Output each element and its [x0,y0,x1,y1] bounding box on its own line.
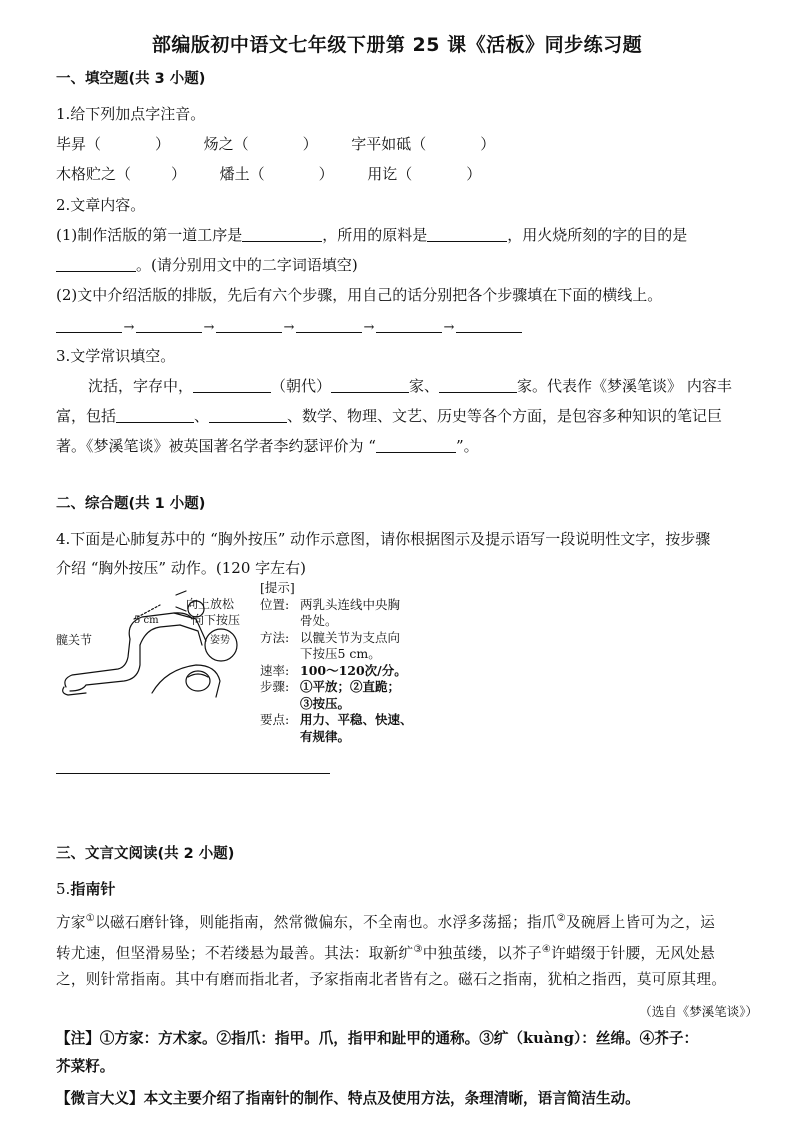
arrow-icon: → [123,320,135,335]
passage-text: 以磁石磨针锋，则能指南，然常微偏东，不全南也。水浮多荡摇；指爪 [95,913,557,931]
step-blank[interactable] [216,316,282,333]
label-distance: 5 cm [134,615,159,626]
section-1-heading: 一、填空题(共 3 小题) [56,71,206,87]
q1-item-close: ） [155,135,171,153]
q1-item-label: 木格贮之（ [56,165,132,183]
footnote-marker: ① [85,913,96,924]
page-title: 部编版初中语文七年级下册第 25 课《活板》同步练习题 [151,34,643,56]
answer-blank[interactable] [439,376,517,393]
q1-item-close: ） [466,165,482,183]
q3-text: 家、 [409,377,440,395]
q5-number: 5. [56,880,71,898]
step-blank[interactable] [56,316,122,333]
q1-item-label: 炀之（ [203,135,249,153]
q3-text: 著。《梦溪笔谈》被英国著名学者李约瑟评价为 “ [56,437,376,455]
answer-blank[interactable] [193,376,271,393]
q3-line3 [56,435,479,457]
passage-text: 及碗唇上皆可为之，运 [566,913,715,931]
passage-line-1 [56,908,715,934]
hint-key-points: 要点: [260,712,290,727]
q1-item-label: 字平如砥（ [351,135,427,153]
passage-source: （选自《梦溪笔谈》） [639,1004,758,1019]
q3-text: 家。代表作《梦溪笔谈》 内容丰 [517,377,732,395]
passage-line-3: 之，则针常指南。其中有磨而指北者，予家指南北者皆有之。磁石之指南，犹柏之指西，莫可原其理。 [56,971,727,988]
arrow-icon: → [363,320,375,335]
hint-value: ③按压。 [300,695,351,711]
answer-blank[interactable] [242,225,322,242]
q3-text: ”。 [455,437,479,455]
q2-stem: 2.文章内容。 [56,196,146,214]
hint-panel [260,580,413,745]
hint-value: 100～120次/分。 [300,662,407,678]
passage-text: 方家 [56,913,86,931]
answer-blank[interactable] [331,376,409,393]
summary-label: 【微言大义】 [56,1090,144,1107]
hint-value: ①平放；②直跪； [300,679,401,694]
summary-line [56,1088,640,1110]
section-2-heading: 二、综合题(共 1 小题) [56,496,206,512]
arrow-icon: → [443,320,455,335]
q3-line1 [56,375,732,397]
answer-line[interactable] [56,773,330,774]
q2-text: ，所用的原料是 [322,226,428,244]
label-press-down: 向下按压 [192,613,241,627]
hint-value: 以髋关节为支点向 [300,629,401,645]
passage-text: 转尤速，但坚滑易坠；不若缕悬为最善。其法：取新纩 [56,944,414,962]
hint-value: 下按压5 cm。 [300,646,381,661]
step-blank[interactable] [136,316,202,333]
q1-item-label: 燔土（ [219,165,265,183]
answer-blank[interactable] [427,225,507,242]
passage-text: 中独茧缕，以芥子 [422,944,542,962]
arrow-icon: → [203,320,215,335]
label-release-up: 向上放松 [186,597,235,611]
section-3-heading: 三、文言文阅读(共 2 小题) [56,846,235,862]
cpr-illustration [56,585,256,700]
label-hip-joint: 髋关节 [56,633,93,647]
q3-text: （朝代） [271,377,332,395]
q1-item-label: 用讫（ [367,165,413,183]
q2-text: 。(请分别用文中的二字词语填空) [136,256,358,274]
q1-row-1 [56,133,495,155]
q3-text: 沈括，字存中， [88,377,194,395]
notes-line-1: 【注】①方家：方术家。②指爪：指甲。爪，指甲和趾甲的通称。③纩（kuàng）：丝绵。④芥子： [56,1030,699,1047]
q1-item-label: 毕昇（ [56,135,102,153]
hint-key-steps: 步骤: [260,679,290,694]
q1-item-close: ） [480,135,496,153]
q1-item-close: ） [302,135,318,153]
q3-stem: 3.文学常识填空。 [56,347,176,365]
passage-text: 许蜡缀于针腰，无风处悬 [551,944,715,962]
footnote-marker: ④ [541,944,552,955]
q1-item-close: ） [171,165,187,183]
hint-value: 用力、平稳、快速、 [300,712,413,727]
answer-blank[interactable] [376,436,456,453]
passage-line-2 [56,939,715,965]
q5-title [56,878,115,900]
answer-blank[interactable] [209,406,287,423]
answer-blank[interactable] [116,406,194,423]
answer-blank[interactable] [56,255,136,272]
q3-text: 富，包括 [56,407,117,425]
q1-row-2 [56,163,481,185]
q3-text: 、数学、物理、文艺、历史等各个方面，是包容多种知识的笔记巨 [287,407,723,425]
q4-stem-line2: 介绍 “胸外按压” 动作。(120 字左右) [56,559,306,577]
q2-text: ，用火烧所刻的字的目的是 [507,226,688,244]
q5-passage-title: 指南针 [70,880,116,898]
q2-part2: (2)文中介绍活版的排版，先后有六个步骤，用自己的话分别把各个步骤填在下面的横线上。 [56,286,663,304]
hint-key-rate: 速率: [260,662,290,678]
hint-value: 骨处。 [300,613,338,628]
q3-text: 、 [194,407,210,425]
q2-part1-line2 [56,254,358,276]
q2-text: (1)制作活版的第一道工序是 [56,226,243,244]
footnote-marker: ③ [413,944,423,955]
step-blank[interactable] [376,316,442,333]
q1-stem: 1.给下列加点字注音。 [56,105,206,123]
notes-line-2: 芥菜籽。 [56,1058,115,1075]
hint-value: 两乳头连线中央胸 [300,596,401,612]
summary-text: 本文主要介绍了指南针的制作、特点及使用方法，条理清晰，语言简洁生动。 [143,1090,640,1107]
footnote-marker: ② [556,913,567,924]
step-blank[interactable] [456,316,522,333]
step-blank[interactable] [296,316,362,333]
hint-key-method: 方法: [260,629,290,645]
q1-item-close: ） [318,165,334,183]
hint-key-position: 位置: [260,596,290,612]
hint-value: 有规律。 [300,728,351,744]
q2-part1-line1 [56,224,687,246]
q2-steps-row [56,315,522,339]
arrow-icon: → [283,320,295,335]
q4-stem-line1: 4.下面是心肺复苏中的 “胸外按压” 动作示意图，请你根据图示及提示语写一段说明性文字，按步骤 [56,530,711,548]
label-pose: 姿势 [210,635,230,646]
q3-line2 [56,405,722,427]
hint-title: [提示] [260,580,295,595]
